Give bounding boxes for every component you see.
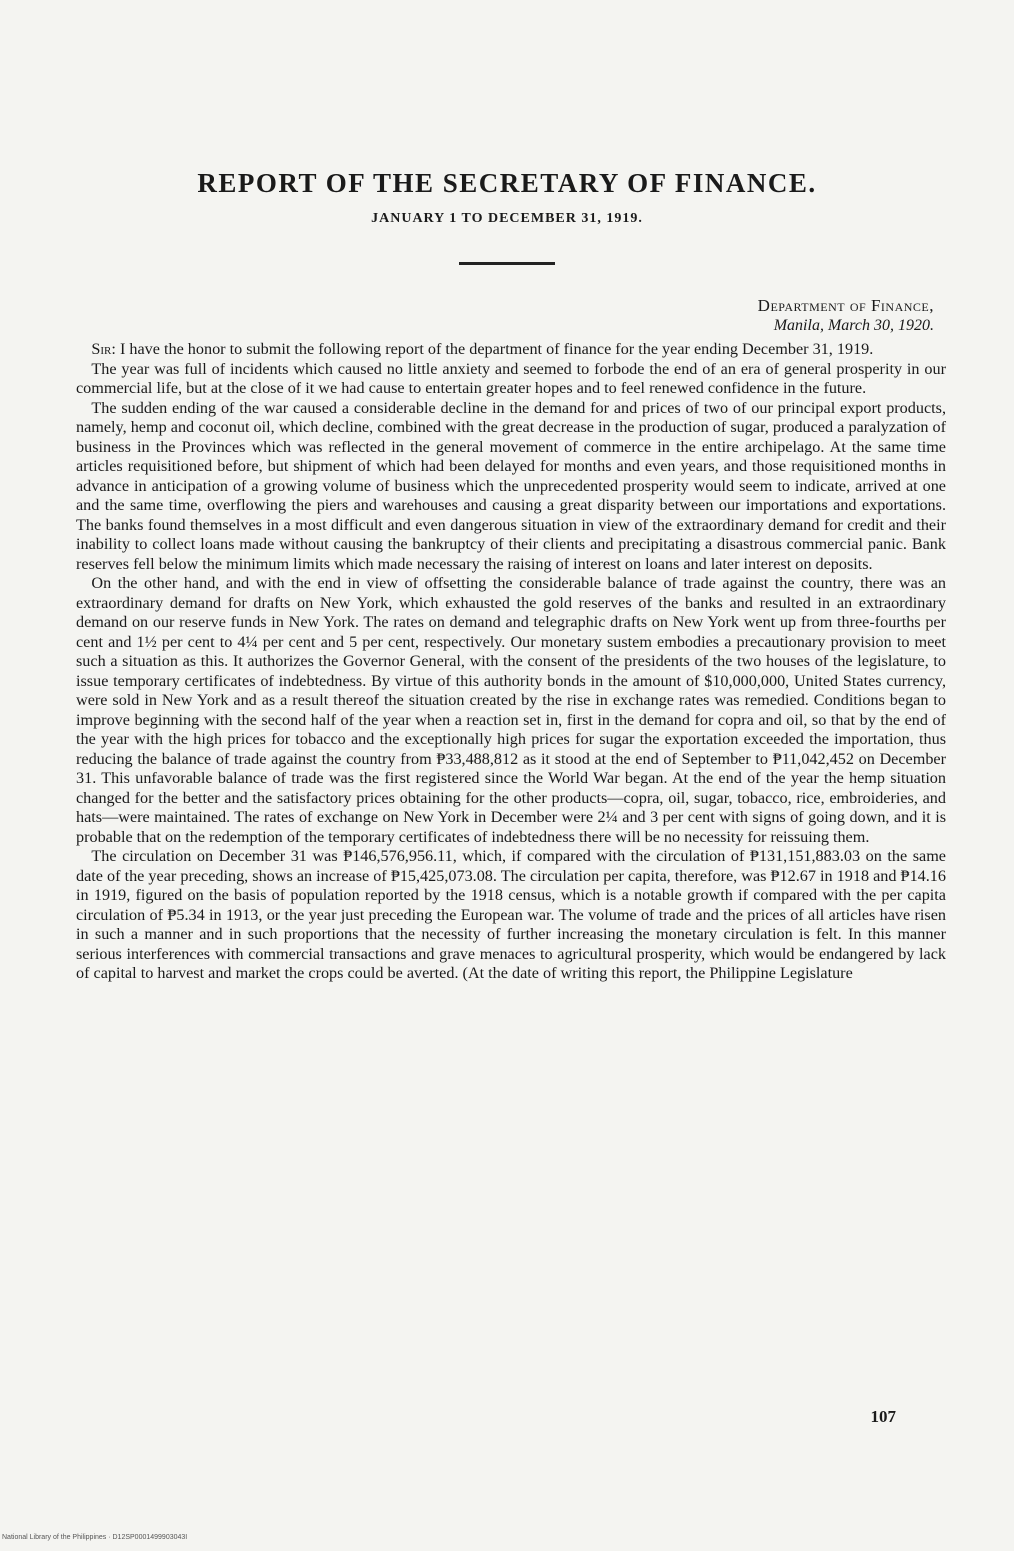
report-body <box>76 340 946 984</box>
dateline <box>534 296 934 335</box>
paragraph-3: The sudden ending of the war caused a considerable decline in the demand for and prices of two of our principal export products, namely, hemp and coconut oil, which decline, combined with the great decrease in the production of sugar, produced a paralyzation of business in the Provinces which was reflected in the general movement of commerce in the entire archipelago. At the same time articles requisitioned before, but shipment of which had been delayed for months and even years, and those requisitioned months in advance in anticipation of a growing volume of business which the unprecedented prosperity would seem to indicate, arrived at one and the same time, overflowing the piers and warehouses and causing a great disparity between our importations and exportations. The banks found themselves in a most difficult and even dangerous situation in view of the extraordinary demand for credit and their inability to collect loans made without causing the bankruptcy of their clients and precipitating a disastrous commercial panic. Bank reserves fell below the minimum limits which made necessary the raising of interest on loans and later interest on deposits. <box>76 398 946 573</box>
archive-footer: National Library of the Philippines · D12SP0001499903043I <box>2 1534 188 1541</box>
paragraph-4: On the other hand, and with the end in view of offsetting the considerable balance of trade against the country, there was an extraordinary demand for drafts on New York, which exhausted the gold reserves of the banks and resulted in an extraordinary demand on our reserve funds in New York. The rates on demand and telegraphic drafts on New York went up from three-fourths per cent and 1½ per cent to 4¼ per cent and 5 per cent, respectively. Our monetary sustem embodies a precautionary provision to meet such a situation as this. It authorizes the Governor General, with the consent of the presidents of the two houses of the legislature, to issue temporary certificates of indebtedness. By virtue of this authority bonds in the amount of $10,000,000, United States currency, were sold in New York and as a result thereof the situation created by the rise in exchange rates was remedied. Conditions began to improve beginning with the second half of the year when a reaction set in, first in the demand for copra and oil, so that by the end of the year with the high prices for tobacco and the exceptionally high prices for sugar the exportation exceeded the importation, thus reducing the balance of trade against the country from ₱33,488,812 as it stood at the end of September to ₱11,042,452 on December 31. This unfavorable balance of trade was the first registered since the World War began. At the end of the year the hemp situation changed for the better and the satisfactory prices obtaining for the other products—copra, oil, sugar, tobacco, rice, embroideries, and hats—were maintained. The rates of exchange on New York in December were 2¼ and 3 per cent with signs of going down, and it is probable that on the redemption of the temporary certificates of indebtedness there will be no necessity for reissuing them. <box>76 574 946 846</box>
paragraph-2: The year was full of incidents which caused no little anxiety and seemed to forbode the end of an era of general prosperity in our commercial life, but at the close of it we had cause to entertain greater hopes and to feel renewed confidence in the future. <box>76 359 946 397</box>
report-title: REPORT OF THE SECRETARY OF FINANCE. <box>197 168 817 198</box>
report-period: JANUARY 1 TO DECEMBER 31, 1919. <box>371 211 643 226</box>
paragraph-5: The circulation on December 31 was ₱146,576,956.11, which, if compared with the circulation of ₱131,151,883.03 on the same date of the year preceding, shows an increase of ₱15,425,073.08. The circulation per capita, therefore, was ₱12.67 in 1918 and ₱14.16 in 1919, figured on the basis of population reported by the 1918 census, which is a notable growth if compared with the per capita circulation of ₱5.34 in 1913, or the year just preceding the European war. The volume of trade and the prices of all articles have risen in such a manner and in such proportions that the necessity of further increasing the monetary circulation is felt. In this manner serious interferences with commercial transactions and grave menaces to agricultural prosperity, which would be endangered by lack of capital to harvest and market the crops could be averted. (At the date of writing this report, the Philippine Legislature <box>76 847 946 982</box>
location-date: Manila, March 30, 1920. <box>773 317 934 334</box>
page-number: 107 <box>870 1407 896 1426</box>
department-name: Department of Finance, <box>757 296 934 315</box>
title-divider <box>459 262 555 265</box>
paragraph-1 <box>76 340 946 360</box>
salutation: Sir: <box>91 340 116 358</box>
paragraph-text: I have the honor to submit the following report of the department of finance for the year ending December 31, 1919. <box>119 340 874 358</box>
